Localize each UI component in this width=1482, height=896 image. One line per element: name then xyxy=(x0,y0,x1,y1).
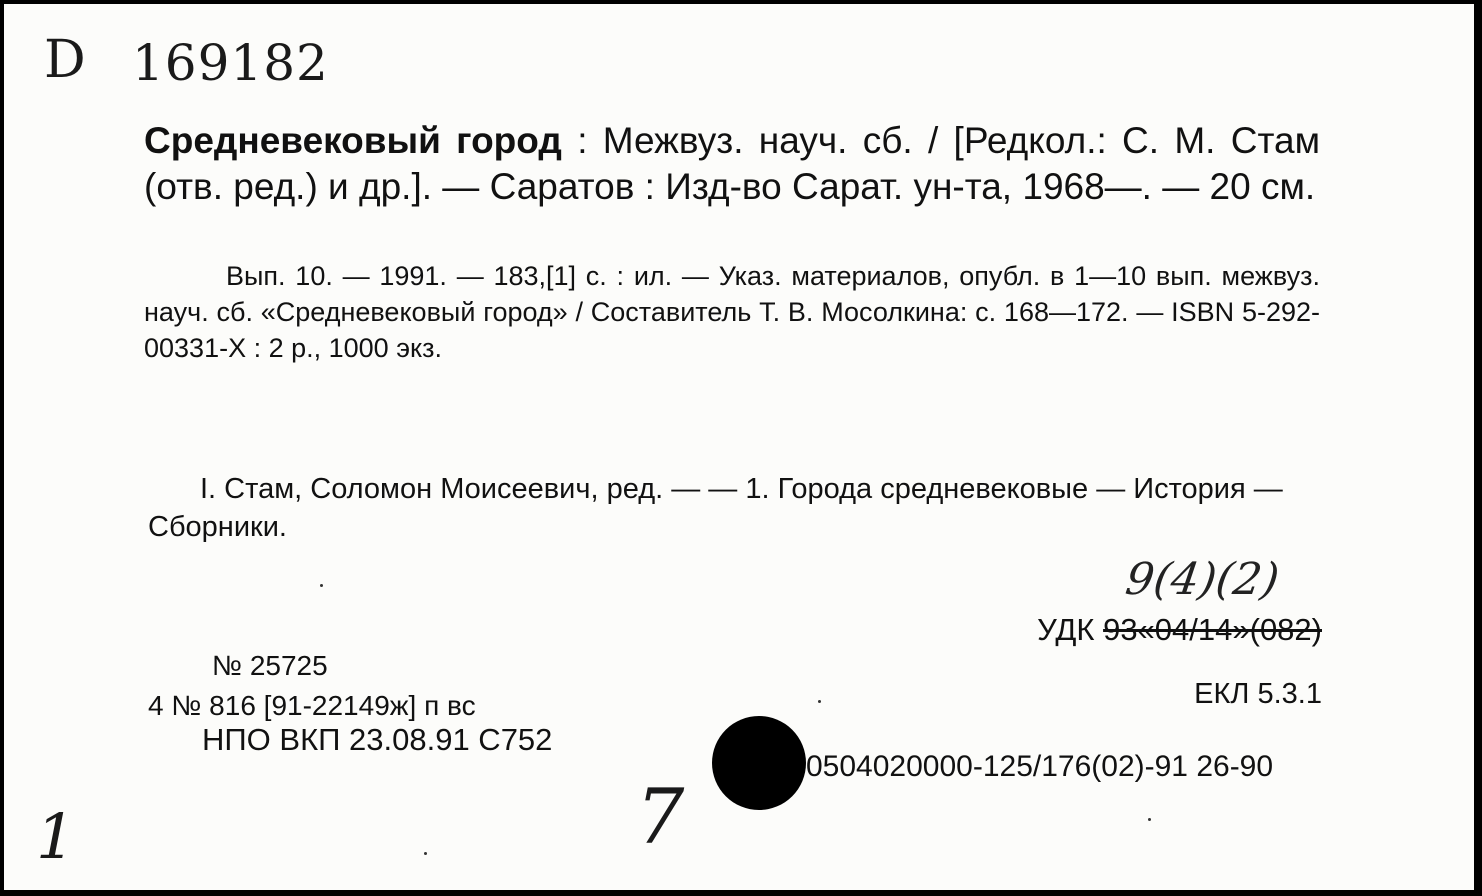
main-title: Средневековый город xyxy=(144,120,562,161)
ekl-code: ЕКЛ 5.3.1 xyxy=(1194,678,1322,710)
printer-line: НПО ВКП 23.08.91 С752 xyxy=(202,722,553,757)
speck xyxy=(320,584,323,587)
order-line: 4 № 816 [91-22149ж] п вс xyxy=(148,690,476,721)
udk-classification xyxy=(1037,612,1322,648)
speck xyxy=(1148,818,1151,821)
serial-number: 0504020000-125/176(02)-91 26-90 xyxy=(806,750,1274,783)
udk-label: УДК xyxy=(1037,612,1095,647)
handwritten-mark-one: 1 xyxy=(36,800,76,873)
call-number-prefix: D xyxy=(44,30,86,90)
udk-struck-code: 93«04/14»(082) xyxy=(1103,612,1322,647)
handwritten-mark-seven: 7 xyxy=(636,772,685,861)
udk-handwritten-correction: 9(4)(2) xyxy=(1122,554,1283,605)
speck xyxy=(424,852,427,855)
title-block xyxy=(144,118,1320,210)
subject-tracings: I. Стам, Соломон Моисеевич, ред. — — 1. Города средневековые — История — Сборники. xyxy=(148,473,1283,543)
call-number: 169182 xyxy=(132,34,329,92)
speck xyxy=(818,700,821,703)
title-details: : Межвуз. науч. сб. / [Редкол.: С. М. Стам (отв. ред.) и др.]. — Саратов : Изд-во Сарат. ун-та, 1968—. — 20 см. xyxy=(144,120,1321,207)
issue-description: Вып. 10. — 1991. — 183,[1] с. : ил. — Указ. материалов, опубл. в 1—10 вып. межвуз. науч. сб. «Средневековый город» / Составитель Т. В. Мосолкина: с. 168—172. — ISBN 5-292-00331-X : 2 р., 1000 экз. xyxy=(144,261,1320,363)
card-number: № 25725 xyxy=(212,650,328,681)
punch-hole xyxy=(712,716,806,810)
